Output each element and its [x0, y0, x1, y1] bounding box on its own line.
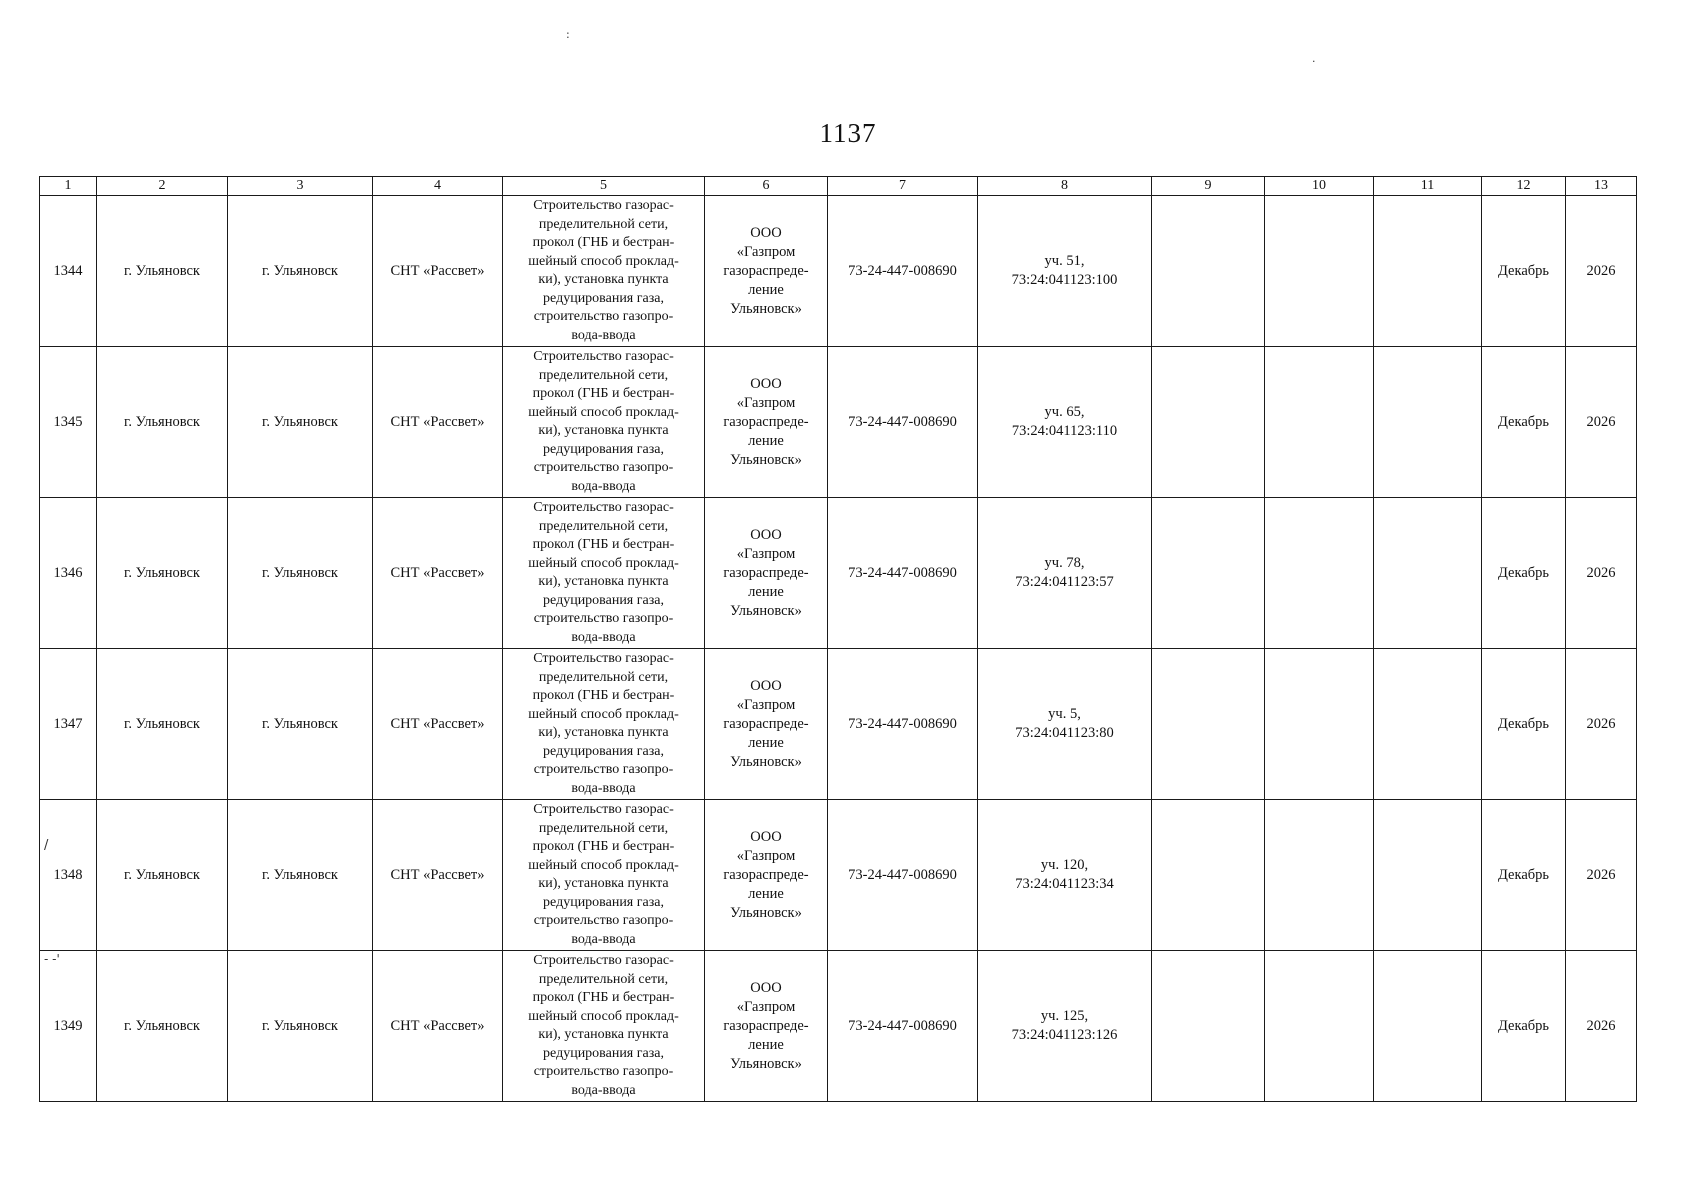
column-header: 8: [978, 177, 1152, 196]
organization-line: ООО: [750, 224, 782, 241]
scan-mark: .: [1312, 52, 1316, 65]
month-cell: Декабрь: [1482, 951, 1566, 1102]
work-line: строительство газопро-: [533, 762, 674, 777]
work-line: ки), установка пункта: [538, 725, 669, 740]
organization-line: ление: [748, 1036, 784, 1053]
work-line: редуцирования газа,: [543, 441, 664, 457]
column-number-row: [40, 177, 1637, 196]
organization-line: газораспреде-: [723, 413, 809, 430]
cadastral-number: 73:24:041123:100: [1011, 272, 1118, 288]
city-cell: г. Ульяновск: [97, 800, 228, 951]
work-line: вода-ввода: [571, 629, 636, 645]
organization-line: газораспреде-: [723, 1017, 809, 1034]
organization-line: ООО: [750, 677, 782, 694]
month-cell: Декабрь: [1482, 196, 1566, 347]
year-cell: 2026: [1566, 951, 1637, 1102]
work-line: прокол (ГНБ и бестран-: [532, 386, 675, 401]
cadastral-number: 73:24:041123:80: [1015, 725, 1114, 741]
empty-cell-10: [1265, 498, 1374, 649]
empty-cell-11: [1374, 347, 1482, 498]
column-header: 12: [1482, 177, 1566, 196]
work-line: вода-ввода: [571, 1082, 636, 1098]
locality-cell: г. Ульяновск: [228, 649, 373, 800]
page-number: 1137: [819, 118, 877, 148]
work-line: вода-ввода: [571, 478, 636, 494]
organization-line: ООО: [750, 375, 782, 392]
work-line: Строительство газорас-: [533, 500, 674, 515]
column-header: 9: [1152, 177, 1265, 196]
work-line: Строительство газорас-: [533, 198, 674, 213]
plot-cell: [978, 951, 1152, 1102]
registry-table: [39, 176, 1637, 1102]
code-cell: 73-24-447-008690: [828, 800, 978, 951]
work-line: ки), установка пункта: [538, 423, 669, 438]
column-header: 13: [1566, 177, 1637, 196]
empty-cell-10: [1265, 196, 1374, 347]
work-line: ки), установка пункта: [538, 272, 669, 287]
site-cell: СНТ «Рассвет»: [373, 498, 503, 649]
empty-cell-10: [1265, 951, 1374, 1102]
work-line: пределительной сети,: [538, 367, 669, 383]
work-line: редуцирования газа,: [543, 290, 664, 306]
organization-line: «Газпром: [736, 696, 796, 713]
empty-cell-11: [1374, 649, 1482, 800]
locality-cell: г. Ульяновск: [228, 951, 373, 1102]
organization-line: ление: [748, 281, 784, 298]
table-row: [40, 196, 1637, 347]
organization-cell: [705, 196, 828, 347]
work-line: шейный способ проклад-: [528, 1008, 679, 1024]
organization-line: газораспреде-: [723, 866, 809, 883]
column-header: 2: [97, 177, 228, 196]
code-cell: 73-24-447-008690: [828, 498, 978, 649]
city-cell: г. Ульяновск: [97, 196, 228, 347]
table-row: [40, 800, 1637, 951]
organization-line: Ульяновск»: [730, 1055, 802, 1072]
organization-line: Ульяновск»: [730, 602, 802, 619]
work-line: шейный способ проклад-: [528, 857, 679, 873]
row-number: 1348: [40, 800, 97, 951]
work-line: пределительной сети,: [538, 820, 669, 836]
work-line: шейный способ проклад-: [528, 706, 679, 722]
table-row: [40, 498, 1637, 649]
empty-cell-10: [1265, 800, 1374, 951]
locality-cell: г. Ульяновск: [228, 196, 373, 347]
work-line: прокол (ГНБ и бестран-: [532, 537, 675, 552]
work-line: редуцирования газа,: [543, 1045, 664, 1061]
organization-line: ление: [748, 583, 784, 600]
plot-cell: [978, 649, 1152, 800]
column-header: 6: [705, 177, 828, 196]
work-line: шейный способ проклад-: [528, 253, 679, 269]
organization-line: «Газпром: [736, 847, 796, 864]
work-line: строительство газопро-: [533, 611, 674, 626]
scan-mark: - -': [44, 952, 60, 966]
column-header: 11: [1374, 177, 1482, 196]
empty-cell-9: [1152, 649, 1265, 800]
organization-line: газораспреде-: [723, 564, 809, 581]
plot-number: уч. 51,: [1044, 253, 1085, 269]
work-line: ки), установка пункта: [538, 876, 669, 891]
organization-line: ООО: [750, 828, 782, 845]
table-row: [40, 951, 1637, 1102]
empty-cell-9: [1152, 800, 1265, 951]
work-line: прокол (ГНБ и бестран-: [532, 990, 675, 1005]
site-cell: СНТ «Рассвет»: [373, 800, 503, 951]
work-line: ки), установка пункта: [538, 574, 669, 589]
work-description-cell: [503, 951, 705, 1102]
site-cell: СНТ «Рассвет»: [373, 951, 503, 1102]
empty-cell-10: [1265, 347, 1374, 498]
organization-line: ООО: [750, 526, 782, 543]
organization-line: «Газпром: [736, 998, 796, 1015]
plot-number: уч. 5,: [1048, 706, 1081, 722]
organization-line: газораспреде-: [723, 262, 809, 279]
cadastral-number: 73:24:041123:34: [1015, 876, 1114, 892]
plot-cell: [978, 196, 1152, 347]
organization-line: Ульяновск»: [730, 300, 802, 317]
site-cell: СНТ «Рассвет»: [373, 649, 503, 800]
work-line: вода-ввода: [571, 780, 636, 796]
column-header: 10: [1265, 177, 1374, 196]
organization-line: ление: [748, 885, 784, 902]
empty-cell-11: [1374, 800, 1482, 951]
organization-line: газораспреде-: [723, 715, 809, 732]
scan-mark: :: [566, 28, 570, 41]
organization-line: «Газпром: [736, 394, 796, 411]
plot-number: уч. 78,: [1044, 555, 1085, 571]
year-cell: 2026: [1566, 196, 1637, 347]
work-line: пределительной сети,: [538, 518, 669, 534]
work-line: вода-ввода: [571, 327, 636, 343]
work-line: Строительство газорас-: [533, 802, 674, 817]
city-cell: г. Ульяновск: [97, 498, 228, 649]
locality-cell: г. Ульяновск: [228, 800, 373, 951]
work-line: строительство газопро-: [533, 1064, 674, 1079]
code-cell: 73-24-447-008690: [828, 196, 978, 347]
plot-cell: [978, 800, 1152, 951]
work-line: строительство газопро-: [533, 913, 674, 928]
row-number: 1346: [40, 498, 97, 649]
plot-number: уч. 125,: [1040, 1008, 1089, 1024]
plot-cell: [978, 498, 1152, 649]
scan-mark: /: [44, 838, 49, 853]
work-description-cell: [503, 347, 705, 498]
work-line: Строительство газорас-: [533, 953, 674, 968]
column-header: 1: [40, 177, 97, 196]
year-cell: 2026: [1566, 649, 1637, 800]
empty-cell-9: [1152, 498, 1265, 649]
organization-line: ООО: [750, 979, 782, 996]
organization-line: «Газпром: [736, 243, 796, 260]
site-cell: СНТ «Рассвет»: [373, 347, 503, 498]
empty-cell-9: [1152, 347, 1265, 498]
code-cell: 73-24-447-008690: [828, 347, 978, 498]
organization-cell: [705, 347, 828, 498]
organization-cell: [705, 951, 828, 1102]
work-line: ки), установка пункта: [538, 1027, 669, 1042]
work-description-cell: [503, 196, 705, 347]
month-cell: Декабрь: [1482, 800, 1566, 951]
work-line: пределительной сети,: [538, 971, 669, 987]
year-cell: 2026: [1566, 347, 1637, 498]
code-cell: 73-24-447-008690: [828, 649, 978, 800]
work-line: редуцирования газа,: [543, 592, 664, 608]
empty-cell-10: [1265, 649, 1374, 800]
work-line: Строительство газорас-: [533, 349, 674, 364]
row-number: 1349: [40, 951, 97, 1102]
row-number: 1345: [40, 347, 97, 498]
month-cell: Декабрь: [1482, 498, 1566, 649]
empty-cell-9: [1152, 196, 1265, 347]
row-number: 1344: [40, 196, 97, 347]
work-line: строительство газопро-: [533, 309, 674, 324]
organization-cell: [705, 800, 828, 951]
work-line: прокол (ГНБ и бестран-: [532, 839, 675, 854]
organization-line: Ульяновск»: [730, 753, 802, 770]
organization-line: Ульяновск»: [730, 451, 802, 468]
code-cell: 73-24-447-008690: [828, 951, 978, 1102]
work-line: строительство газопро-: [533, 460, 674, 475]
column-header: 5: [503, 177, 705, 196]
site-cell: СНТ «Рассвет»: [373, 196, 503, 347]
month-cell: Декабрь: [1482, 649, 1566, 800]
work-line: вода-ввода: [571, 931, 636, 947]
plot-cell: [978, 347, 1152, 498]
city-cell: г. Ульяновск: [97, 649, 228, 800]
plot-number: уч. 65,: [1044, 404, 1085, 420]
empty-cell-11: [1374, 498, 1482, 649]
empty-cell-9: [1152, 951, 1265, 1102]
empty-cell-11: [1374, 951, 1482, 1102]
organization-cell: [705, 498, 828, 649]
organization-line: ление: [748, 432, 784, 449]
work-line: Строительство газорас-: [533, 651, 674, 666]
table-body: [40, 196, 1637, 1102]
city-cell: г. Ульяновск: [97, 951, 228, 1102]
year-cell: 2026: [1566, 498, 1637, 649]
table-row: [40, 347, 1637, 498]
work-line: редуцирования газа,: [543, 894, 664, 910]
work-description-cell: [503, 498, 705, 649]
work-line: пределительной сети,: [538, 216, 669, 232]
work-line: шейный способ проклад-: [528, 404, 679, 420]
locality-cell: г. Ульяновск: [228, 498, 373, 649]
work-description-cell: [503, 800, 705, 951]
organization-line: ление: [748, 734, 784, 751]
column-header: 7: [828, 177, 978, 196]
row-number: 1347: [40, 649, 97, 800]
column-header: 3: [228, 177, 373, 196]
plot-number: уч. 120,: [1040, 857, 1089, 873]
organization-cell: [705, 649, 828, 800]
work-line: редуцирования газа,: [543, 743, 664, 759]
organization-line: Ульяновск»: [730, 904, 802, 921]
cadastral-number: 73:24:041123:57: [1015, 574, 1114, 590]
work-line: прокол (ГНБ и бестран-: [532, 688, 675, 703]
work-line: прокол (ГНБ и бестран-: [532, 235, 675, 250]
empty-cell-11: [1374, 196, 1482, 347]
organization-line: «Газпром: [736, 545, 796, 562]
cadastral-number: 73:24:041123:110: [1011, 423, 1118, 439]
work-line: шейный способ проклад-: [528, 555, 679, 571]
work-description-cell: [503, 649, 705, 800]
city-cell: г. Ульяновск: [97, 347, 228, 498]
work-line: пределительной сети,: [538, 669, 669, 685]
month-cell: Декабрь: [1482, 347, 1566, 498]
locality-cell: г. Ульяновск: [228, 347, 373, 498]
cadastral-number: 73:24:041123:126: [1011, 1027, 1118, 1043]
year-cell: 2026: [1566, 800, 1637, 951]
table-row: [40, 649, 1637, 800]
column-header: 4: [373, 177, 503, 196]
